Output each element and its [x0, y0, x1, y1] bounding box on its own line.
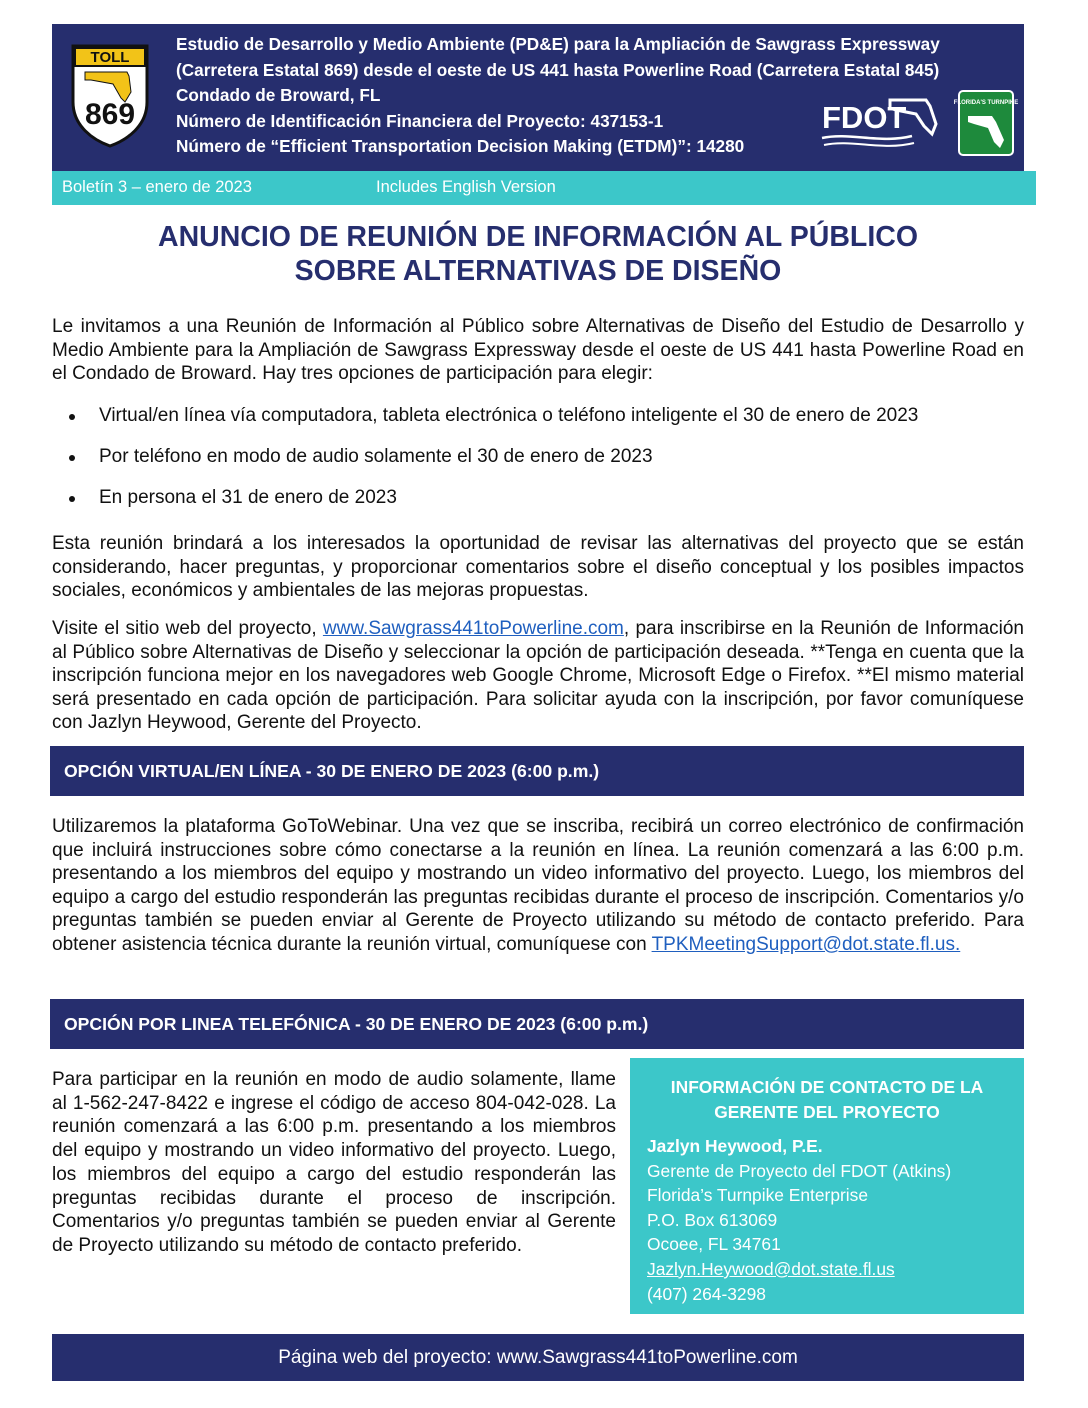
meeting-support-email-link[interactable]: TPKMeetingSupport@dot.state.fl.us. — [651, 933, 961, 955]
bulletin-number: Boletín 3 – enero de 2023 — [62, 178, 252, 196]
english-version-note: Includes English Version — [376, 178, 556, 196]
phone-option-paragraph: Para participar en la reunión en modo de audio solamente, llame al 1-562-247-8422 e ingrese el código de acceso 804-042-028. La reunión comenzará a las 6:00 p.m. presentando a los miembros del equipo y mostrando un video informativo del proyecto. Luego, los miembros del equipo a cargo del estudio responderán las preguntas recibidas durante el proceso de inscripción. Comentarios y/o preguntas también se pueden enviar al Gerente de Proyecto utilizando su método de contacto preferido. — [52, 1069, 616, 1256]
virtual-option-heading-bar — [50, 746, 1024, 796]
page-title-line-1: ANUNCIO DE REUNIÓN DE INFORMACIÓN AL PÚBLICO — [157, 221, 918, 253]
fdot-logo-text: FDOT — [822, 100, 907, 135]
list-item — [52, 486, 1032, 527]
florida-turnpike-logo — [953, 90, 1019, 156]
contact-name: Jazlyn Heywood, P.E. — [647, 1136, 823, 1156]
shield-toll-text: TOLL — [90, 49, 130, 66]
project-website-link[interactable]: www.Sawgrass441toPowerline.com — [322, 618, 624, 639]
visit-paragraph — [52, 617, 1024, 735]
contact-organization: Florida’s Turnpike Enterprise — [647, 1185, 869, 1206]
contact-phone: (407) 264-3298 — [647, 1283, 766, 1304]
option-phone-text: Por teléfono en modo de audio solamente el 30 de enero de 2023 — [99, 446, 653, 467]
header-banner — [52, 24, 1024, 171]
contact-heading-line-1: INFORMACIÓN DE CONTACTO DE LA — [670, 1077, 984, 1097]
phone-option-heading: OPCIÓN POR LINEA TELEFÓNICA - 30 DE ENERO DE 2023 (6:00 p.m.) — [64, 1014, 649, 1034]
participation-options-list — [52, 404, 1032, 527]
contact-heading-line-2: GERENTE DEL PROYECTO — [714, 1102, 940, 1122]
footer-bar — [52, 1334, 1024, 1381]
project-title-line-2: (Carretera Estatal 869) desde el oeste de US 441 hasta Powerline Road (Carretera Estatal 845) — [176, 59, 940, 80]
phone-option-heading-bar — [50, 999, 1024, 1049]
option-virtual-text: Virtual/en línea vía computadora, tableta electrónica o teléfono inteligente el 30 de enero de 2023 — [99, 405, 919, 426]
footer-website-text: Página web del proyecto: www.Sawgrass441toPowerline.com — [278, 1347, 798, 1368]
contact-email-link[interactable]: Jazlyn.Heywood@dot.state.fl.us — [647, 1258, 895, 1279]
contact-details — [647, 1134, 951, 1306]
bullet-icon — [69, 455, 75, 461]
option-in-person-text: En persona el 31 de enero de 2023 — [99, 487, 397, 508]
visit-text-before: Visite el sitio web del proyecto, — [52, 618, 323, 639]
contact-city: Ocoee, FL 34761 — [647, 1234, 781, 1255]
bulletin-bar — [52, 171, 1036, 205]
page-title — [52, 220, 1024, 288]
fdot-logo — [820, 94, 950, 154]
project-title-line-1: Estudio de Desarrollo y Medio Ambiente (PD&E) para la Ampliación de Sawgrass Expressway — [176, 34, 940, 54]
visit-text-after: , para inscribirse en la Reunión de Información al Público sobre Alternativas de Diseño y seleccionar la opción de participación deseada. **Tenga en cuenta que la inscripción funciona mejor en los navegadores web Google Chrome, Microsoft Edge o Firefox. **El mismo material será presentado en cada opción de participación. Para solicitar ayuda con la inscripción, por favor comuníquese con Jazlyn Heywood, Gerente del Proyecto. — [52, 618, 1024, 734]
virtual-option-text: Utilizaremos la plataforma GoToWebinar. Una vez que se inscriba, recibirá un correo electrónico de confirmación que incluirá instrucciones sobre cómo conectarse a la reunión en línea. La reunión comenzará a las 6:00 p.m. presentando a los miembros del equipo y mostrando un video informativo del proyecto. Luego, los miembros del equipo a cargo del estudio responderán las preguntas recibidas durante el proceso de inscripción. Comentarios y/o preguntas también se pueden enviar al Gerente de Proyecto utilizando su método de contacto preferido. Para obtener asistencia técnica durante la reunión virtual, comuníquese con — [52, 816, 1024, 955]
list-item — [52, 445, 1032, 486]
purpose-paragraph: Esta reunión brindará a los interesados la oportunidad de revisar las alternativas del proyecto que se están considerando, hacer preguntas, y proporcionar comentarios sobre el diseño conceptual y los posibles impactos sociales, económicos y ambientales de las mejoras propuestas. — [52, 533, 1024, 602]
bullet-icon — [69, 496, 75, 502]
list-item — [52, 404, 1032, 445]
virtual-option-heading: OPCIÓN VIRTUAL/EN LÍNEA - 30 DE ENERO DE 2023 (6:00 p.m.) — [64, 761, 600, 781]
sr-869-toll-shield-icon — [67, 40, 153, 150]
turnpike-logo-text: FLORIDA'S TURNPIKE — [953, 100, 1019, 106]
shield-number-text: 869 — [84, 98, 136, 131]
project-info — [176, 32, 940, 160]
contact-role: Gerente de Proyecto del FDOT (Atkins) — [647, 1160, 952, 1181]
etdm-number-line: Número de “Efficient Transportation Decision Making (ETDM)”: 14280 — [176, 136, 745, 156]
virtual-option-paragraph — [52, 815, 1024, 957]
page-title-line-2: SOBRE ALTERNATIVAS DE DISEÑO — [294, 255, 782, 287]
project-manager-contact-box — [630, 1058, 1024, 1314]
financial-id-line: Número de Identificación Financiera del Proyecto: 437153-1 — [176, 110, 664, 131]
bullet-icon — [69, 414, 75, 420]
contact-heading — [630, 1075, 1024, 1125]
intro-paragraph: Le invitamos a una Reunión de Información al Público sobre Alternativas de Diseño del Estudio de Desarrollo y Medio Ambiente para la Ampliación de Sawgrass Expressway desde el oeste de US 441 hasta Powerline Road en el Condado de Broward. Hay tres opciones de participación para elegir: — [52, 316, 1024, 385]
contact-po-box: P.O. Box 613069 — [647, 1209, 778, 1230]
county-line: Condado de Broward, FL — [176, 85, 381, 105]
